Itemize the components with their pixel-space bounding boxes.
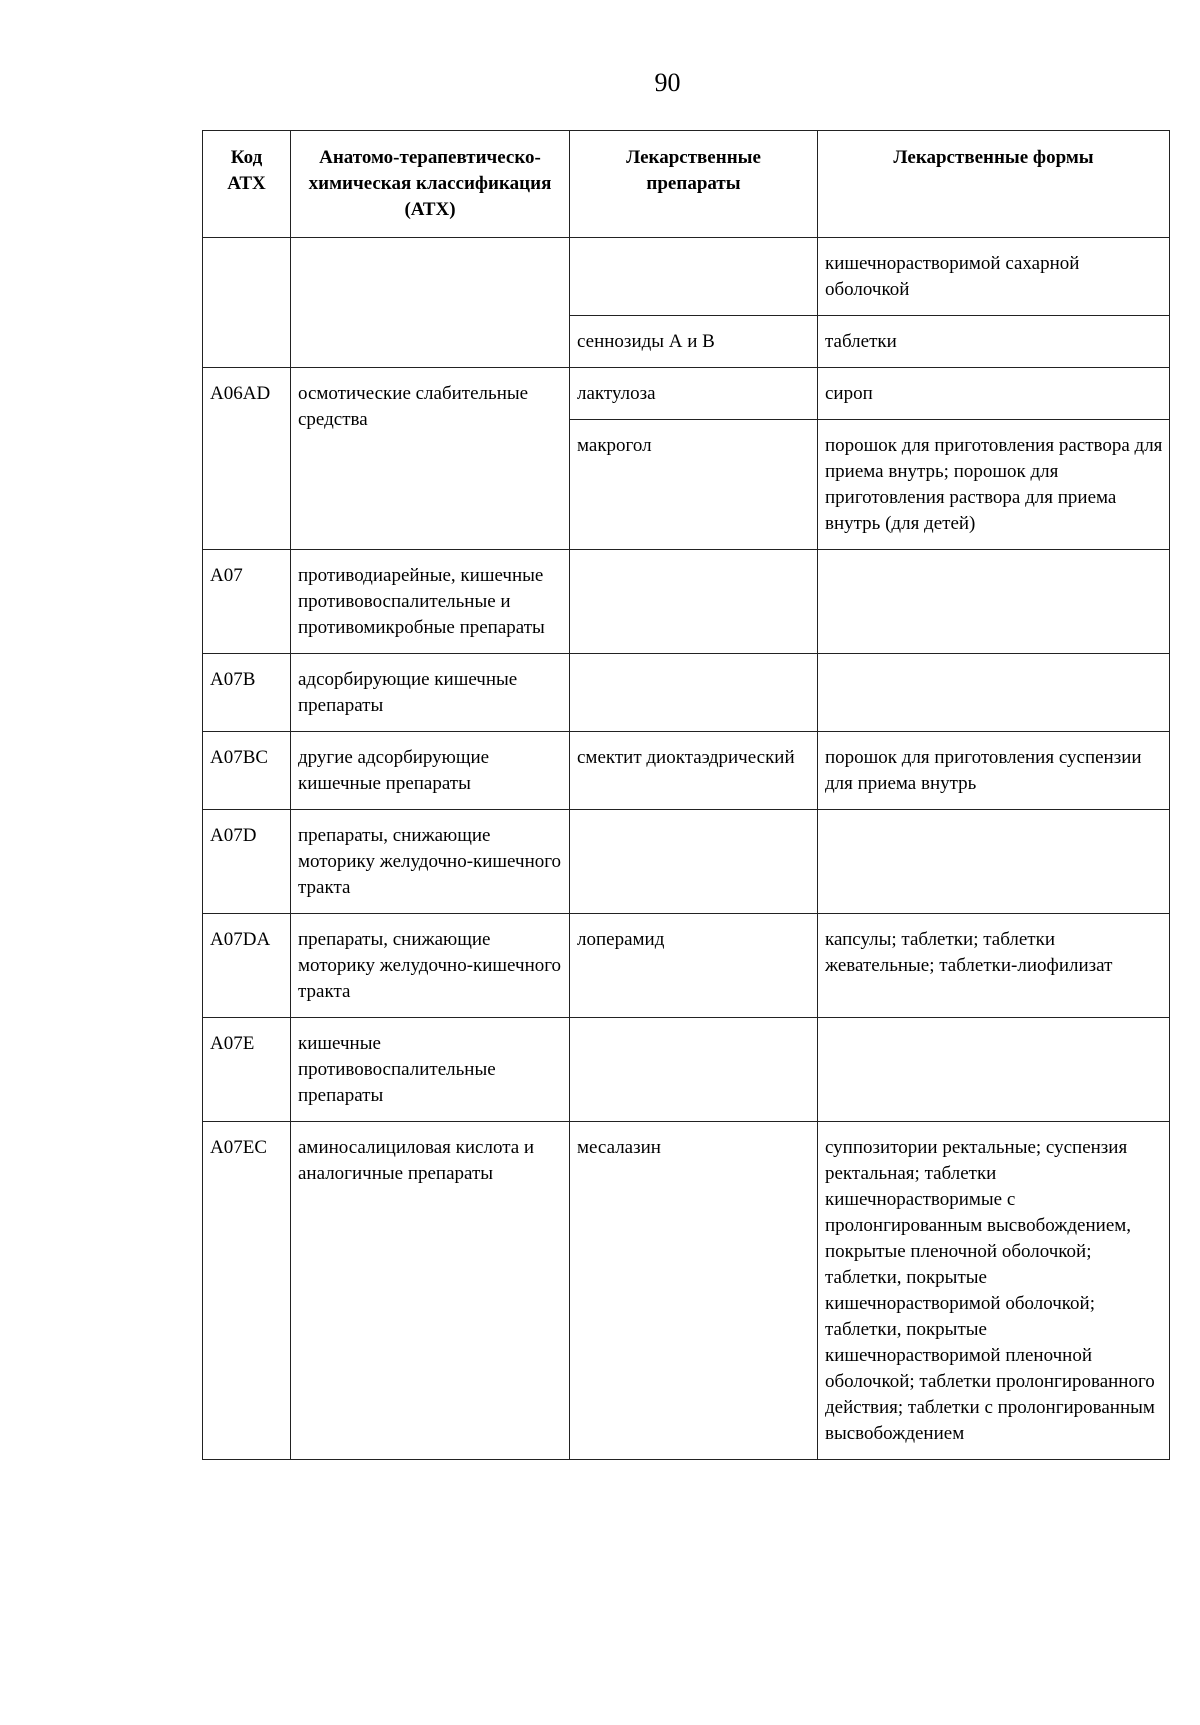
drug-name-cell: сеннозиды А и В [570, 316, 818, 368]
page-number: 90 [654, 68, 681, 97]
table-row [203, 1122, 1170, 1460]
dosage-forms-cell: капсулы; таблетки; таблетки жевательные; таблетки-лиофилизат [818, 914, 1170, 1018]
atc-table [202, 130, 1170, 1460]
drug-name-cell [570, 550, 818, 654]
drug-name-cell [570, 654, 818, 732]
table-header [203, 131, 1170, 238]
dosage-forms-cell: суппозитории ректальные; суспензия ректальная; таблетки кишечнорастворимые с пролонгированным высвобождением, покрытые пленочной оболочкой; таблетки, покрытые кишечнорастворимой оболочкой; таблетки, покрытые кишечнорастворимой пленочной оболочкой; таблетки пролонгированного действия; таблетки с пролонгированным высвобождением [818, 1122, 1170, 1460]
atc-classification-cell: аминосалициловая кислота и аналогичные препараты [291, 1122, 570, 1460]
drug-name-cell: лактулоза [570, 368, 818, 420]
atc-classification-cell: противодиарейные, кишечные противовоспалительные и противомикробные препараты [291, 550, 570, 654]
atc-code-cell: A07B [203, 654, 291, 732]
dosage-forms-cell: таблетки [818, 316, 1170, 368]
table-row [203, 1018, 1170, 1122]
table-row [203, 654, 1170, 732]
atc-code-cell: A07E [203, 1018, 291, 1122]
drug-name-cell: смектит диоктаэдрический [570, 732, 818, 810]
drug-name-cell: месалазин [570, 1122, 818, 1460]
dosage-forms-cell [818, 550, 1170, 654]
dosage-forms-cell: порошок для приготовления суспензии для приема внутрь [818, 732, 1170, 810]
atc-code-cell: A07EC [203, 1122, 291, 1460]
table-row [203, 550, 1170, 654]
header-drugs: Лекарственные препараты [570, 131, 818, 238]
table-body [203, 238, 1170, 1460]
atc-code-cell: A06AD [203, 368, 291, 550]
table-row [203, 368, 1170, 420]
table-row [203, 732, 1170, 810]
header-atc-code: Код АТХ [203, 131, 291, 238]
atc-code-cell [203, 238, 291, 368]
dosage-forms-cell: кишечнорастворимой сахарной оболочкой [818, 238, 1170, 316]
table-row [203, 914, 1170, 1018]
drug-name-cell [570, 1018, 818, 1122]
atc-classification-cell: кишечные противовоспалительные препараты [291, 1018, 570, 1122]
drug-name-cell: макрогол [570, 420, 818, 550]
drug-name-cell: лоперамид [570, 914, 818, 1018]
dosage-forms-cell [818, 1018, 1170, 1122]
dosage-forms-cell: порошок для приготовления раствора для приема внутрь; порошок для приготовления раствора для приема внутрь (для детей) [818, 420, 1170, 550]
table-row [203, 810, 1170, 914]
header-dosage-forms: Лекарственные формы [818, 131, 1170, 238]
atc-classification-cell [291, 238, 570, 368]
atc-classification-cell: адсорбирующие кишечные препараты [291, 654, 570, 732]
dosage-forms-cell [818, 810, 1170, 914]
atc-code-cell: A07D [203, 810, 291, 914]
atc-classification-cell: осмотические слабительные средства [291, 368, 570, 550]
table-row [203, 238, 1170, 316]
drug-name-cell [570, 238, 818, 316]
header-atc-classification: Анатомо-терапевтическо-химическая классификация (АТХ) [291, 131, 570, 238]
drug-name-cell [570, 810, 818, 914]
atc-classification-cell: другие адсорбирующие кишечные препараты [291, 732, 570, 810]
header-row [203, 131, 1170, 238]
atc-classification-cell: препараты, снижающие моторику желудочно-кишечного тракта [291, 914, 570, 1018]
atc-code-cell: A07BC [203, 732, 291, 810]
atc-code-cell: A07DA [203, 914, 291, 1018]
dosage-forms-cell [818, 654, 1170, 732]
atc-code-cell: A07 [203, 550, 291, 654]
dosage-forms-cell: сироп [818, 368, 1170, 420]
atc-classification-cell: препараты, снижающие моторику желудочно-кишечного тракта [291, 810, 570, 914]
